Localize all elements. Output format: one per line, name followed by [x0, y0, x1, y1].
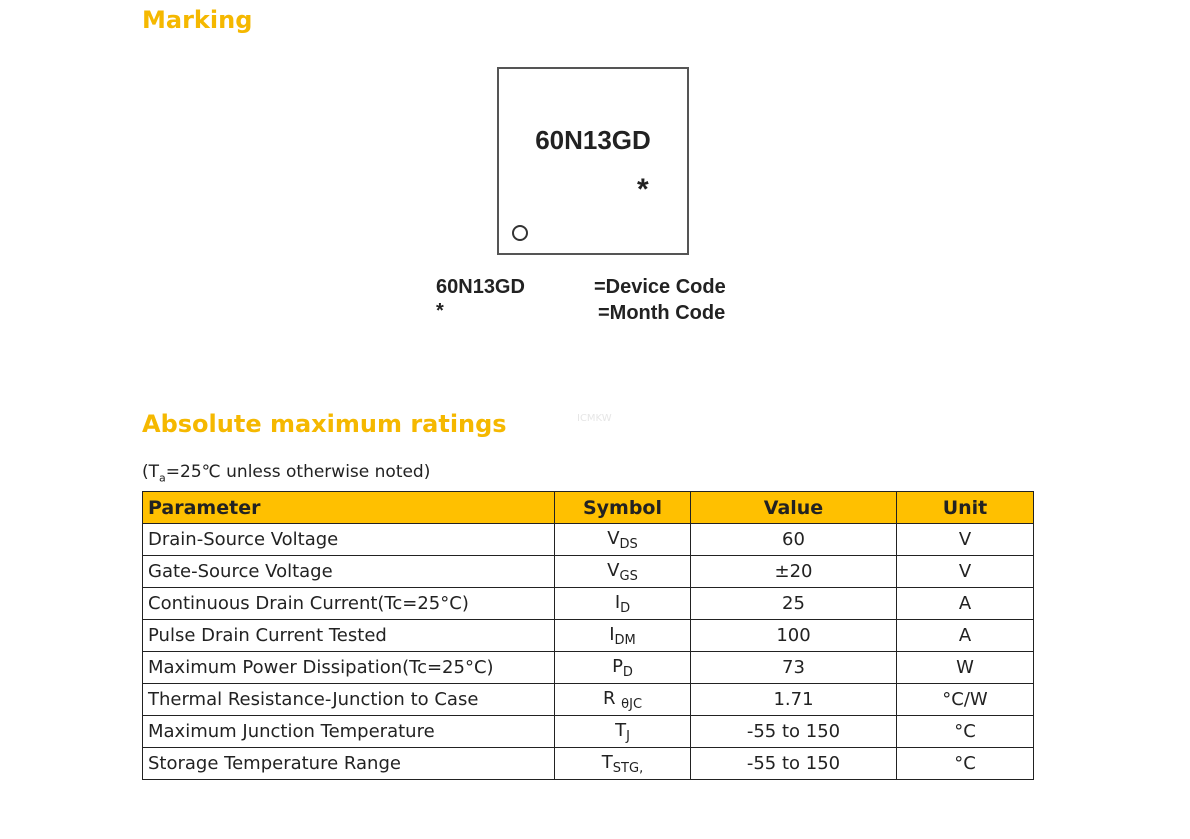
symbol-sub: θJC	[621, 696, 643, 712]
cell-symbol	[555, 620, 691, 652]
symbol-sub: D	[622, 664, 633, 680]
cell-value: 1.71	[691, 684, 897, 716]
symbol-main: I	[609, 623, 615, 645]
symbol-main: T	[601, 751, 613, 773]
symbol-main: R	[602, 687, 622, 709]
chip-device-code: 60N13GD	[535, 125, 651, 155]
cell-unit: A	[897, 620, 1034, 652]
cell-unit: °C	[897, 748, 1034, 780]
table-row	[143, 620, 1034, 652]
cell-unit: °C	[897, 716, 1034, 748]
marking-title: Marking	[142, 6, 253, 34]
table-row	[143, 716, 1034, 748]
symbol-main: V	[607, 527, 620, 549]
watermark: ICMKW	[577, 413, 612, 424]
symbol-sub: J	[626, 728, 630, 744]
symbol-sub: D	[620, 600, 631, 616]
cell-value: 73	[691, 652, 897, 684]
cell-value: 100	[691, 620, 897, 652]
table-row	[143, 748, 1034, 780]
cell-unit: V	[897, 556, 1034, 588]
cell-symbol	[555, 588, 691, 620]
header-unit: Unit	[897, 492, 1034, 524]
table-row	[143, 684, 1034, 716]
cell-unit: °C/W	[897, 684, 1034, 716]
cell-parameter: Storage Temperature Range	[143, 748, 555, 780]
table-header-row	[143, 492, 1034, 524]
cell-parameter: Thermal Resistance-Junction to Case	[143, 684, 555, 716]
cell-symbol	[555, 748, 691, 780]
cell-parameter: Gate-Source Voltage	[143, 556, 555, 588]
symbol-sub: GS	[619, 568, 638, 584]
table-row	[143, 556, 1034, 588]
cell-parameter: Drain-Source Voltage	[143, 524, 555, 556]
cell-unit: W	[897, 652, 1034, 684]
legend-device-code-desc: =Device Code	[594, 276, 726, 298]
legend-device-code-key: 60N13GD	[436, 276, 525, 298]
cell-parameter: Pulse Drain Current Tested	[143, 620, 555, 652]
ratings-condition-note	[142, 462, 430, 484]
cell-value: ±20	[691, 556, 897, 588]
symbol-main: V	[607, 559, 620, 581]
cell-symbol	[555, 556, 691, 588]
symbol-main: P	[612, 655, 623, 677]
cell-symbol	[555, 652, 691, 684]
symbol-main: I	[614, 591, 621, 613]
cell-symbol	[555, 716, 691, 748]
chip-month-code-star: *	[637, 173, 649, 206]
cell-value: -55 to 150	[691, 716, 897, 748]
cell-parameter: Maximum Power Dissipation(Tc=25°C)	[143, 652, 555, 684]
ratings-title: Absolute maximum ratings	[142, 410, 507, 438]
ratings-table	[142, 491, 1034, 780]
cell-parameter: Maximum Junction Temperature	[143, 716, 555, 748]
note-prefix: (T	[142, 462, 160, 482]
note-sub: a	[159, 471, 166, 485]
chip-package-diagram	[497, 67, 689, 255]
header-symbol: Symbol	[555, 492, 691, 524]
table-row	[143, 652, 1034, 684]
table-row	[143, 588, 1034, 620]
symbol-sub: DS	[619, 536, 638, 552]
note-suffix: =25℃ unless otherwise noted)	[165, 462, 431, 482]
header-parameter: Parameter	[143, 492, 555, 524]
cell-unit: V	[897, 524, 1034, 556]
cell-unit: A	[897, 588, 1034, 620]
cell-value: -55 to 150	[691, 748, 897, 780]
cell-symbol	[555, 684, 691, 716]
symbol-main: T	[615, 719, 627, 741]
symbol-sub: STG,	[612, 760, 644, 776]
pin1-indicator-icon	[512, 225, 528, 241]
cell-symbol	[555, 524, 691, 556]
symbol-sub: DM	[614, 632, 636, 648]
table-row	[143, 524, 1034, 556]
legend-month-code-key: *	[436, 300, 444, 322]
cell-value: 60	[691, 524, 897, 556]
cell-parameter: Continuous Drain Current(Tc=25°C)	[143, 588, 555, 620]
cell-value: 25	[691, 588, 897, 620]
legend-month-code-desc: =Month Code	[598, 302, 726, 324]
header-value: Value	[691, 492, 897, 524]
